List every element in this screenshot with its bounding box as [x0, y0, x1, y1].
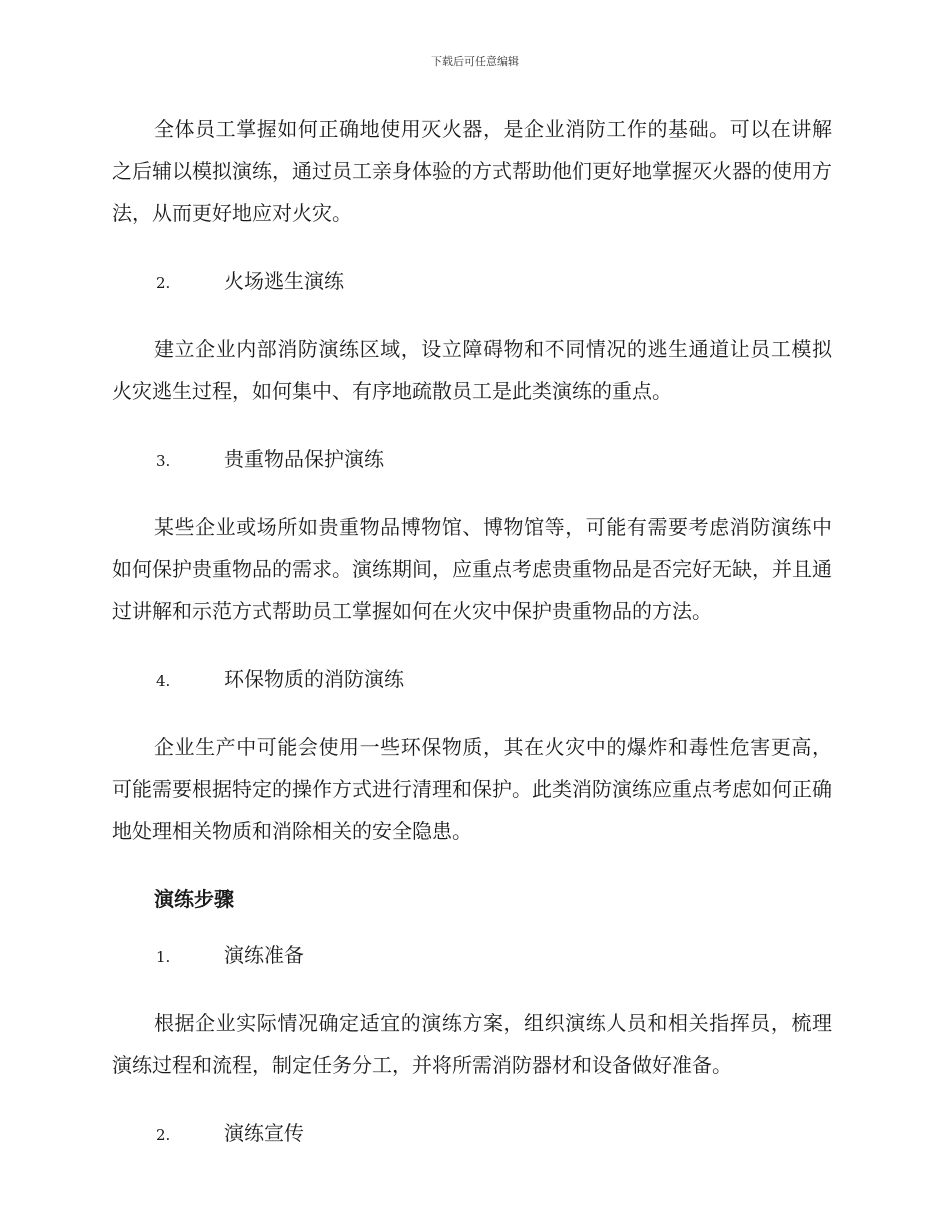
list-number: 4.	[156, 672, 171, 690]
page-header: 下载后可任意编辑	[431, 55, 519, 68]
paragraph-eco-materials: 企业生产中可能会使用一些环保物质，其在火灾中的爆炸和毒性危害更高，可能需要根据特定的操作方式进行清理和保护。此类消防演练应重点考虑如何正确地处理相关物质和消除相关的安全隐患。	[112, 735, 832, 843]
paragraph-fire-extinguisher: 全体员工掌握如何正确地使用灭火器，是企业消防工作的基础。可以在讲解之后辅以模拟演练，通过员工亲身体验的方式帮助他们更好地掌握灭火器的使用方法，从而更好地应对火灾。	[112, 117, 832, 225]
paragraph-drill-preparation: 根据企业实际情况确定适宜的演练方案，组织演练人员和相关指挥员，梳理演练过程和流程，制定任务分工，并将所需消防器材和设备做好准备。	[112, 1011, 832, 1077]
section-heading: 演练步骤	[154, 887, 234, 911]
list-item-drill-preparation	[112, 934, 832, 976]
paragraph-fire-escape: 建立企业内部消防演练区域，设立障碍物和不同情况的逃生通道让员工模拟火灾逃生过程，如何集中、有序地疏散员工是此类演练的重点。	[112, 337, 832, 403]
document-body	[112, 108, 832, 1180]
list-number: 3.	[156, 452, 171, 470]
list-item-drill-publicity	[112, 1112, 832, 1154]
list-label: 环保物质的消防演练	[224, 667, 404, 691]
list-label: 贵重物品保护演练	[224, 447, 384, 471]
list-item-valuables	[112, 438, 832, 480]
paragraph-valuables: 某些企业或场所如贵重物品博物馆、博物馆等，可能有需要考虑消防演练中如何保护贵重物品的需求。演练期间，应重点考虑贵重物品是否完好无缺，并且通过讲解和示范方式帮助员工掌握如何在火灾中保护贵重物品的方法。	[112, 515, 832, 623]
list-item-fire-escape	[112, 260, 832, 302]
list-label: 演练宣传	[224, 1121, 304, 1145]
list-label: 火场逃生演练	[224, 269, 344, 293]
list-number: 2.	[156, 274, 171, 292]
list-number: 1.	[156, 948, 171, 966]
list-label: 演练准备	[224, 943, 304, 967]
list-number: 2.	[156, 1126, 171, 1144]
list-item-eco-materials	[112, 658, 832, 700]
